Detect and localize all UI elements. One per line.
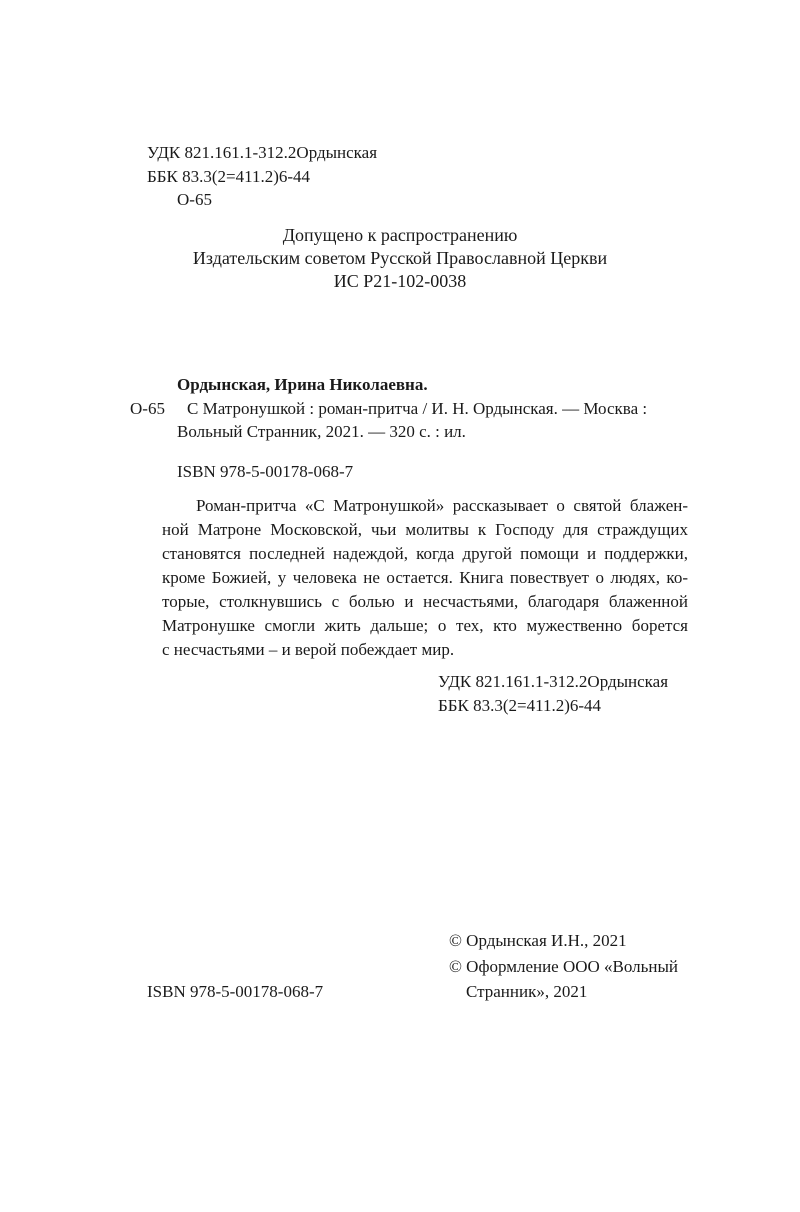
- annotation-line: становятся последней надеждой, когда другой помощи и поддержки,: [162, 544, 688, 563]
- annotation-paragraph: [162, 494, 688, 662]
- bibliographic-line-2: Вольный Странник, 2021. — 320 с. : ил.: [177, 422, 466, 441]
- annotation-line: Роман-притча «С Матронушкой» рассказывает о святой блажен-: [196, 496, 688, 515]
- annotation-line: торые, столкнувшись с болью и несчастьями, благодаря блаженной: [162, 592, 688, 611]
- isbn-footer: ISBN 978-5-00178-068-7: [147, 982, 324, 1001]
- copyright-design-continued: Странник», 2021: [466, 982, 588, 1001]
- approval-block: [0, 224, 800, 293]
- isbn-entry: ISBN 978-5-00178-068-7: [177, 462, 354, 481]
- annotation-line: ной Матроне Московской, чьи молитвы к Господу для страждущих: [162, 520, 688, 539]
- bbk-classification: ББК 83.3(2=411.2)6-44: [438, 696, 602, 715]
- udk-header: УДК 821.161.1-312.2Ордынская: [147, 143, 378, 162]
- author-name: Ордынская, Ирина Николаевна.: [177, 375, 428, 394]
- approval-line-1: Допущено к распространению: [282, 225, 518, 245]
- annotation-line: Матронушке смогли жить дальше; о тех, кто мужественно борется: [162, 616, 688, 635]
- copyright-author: © Ордынская И.Н., 2021: [449, 931, 627, 950]
- annotation-line: кроме Божией, у человека не остается. Книга повествует о людях, ко-: [162, 568, 688, 587]
- approval-line-2: Издательским советом Русской Православной Церкви: [192, 248, 608, 268]
- bibliographic-line-1: С Матронушкой : роман-притча / И. Н. Ордынская. — Москва :: [187, 399, 648, 418]
- copyright-design: © Оформление ООО «Вольный: [449, 957, 679, 976]
- udk-classification: УДК 821.161.1-312.2Ордынская: [438, 672, 669, 691]
- author-code: О-65: [130, 399, 165, 418]
- author-code-header: О-65: [177, 190, 212, 209]
- annotation-line: с несчастьями – и верой побеждает мир.: [162, 640, 455, 659]
- approval-line-3: ИС Р21-102-0038: [333, 271, 467, 291]
- bbk-header: ББК 83.3(2=411.2)6-44: [147, 167, 311, 186]
